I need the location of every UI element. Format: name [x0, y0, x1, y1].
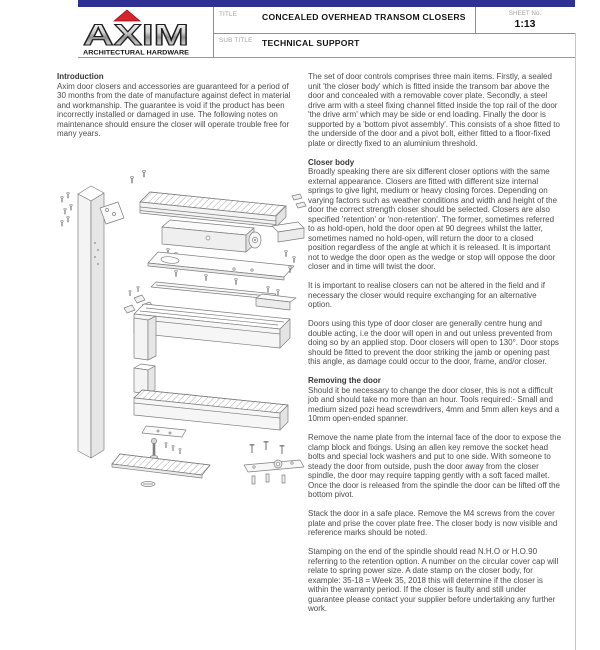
left-column [57, 72, 297, 148]
logo-brand-text: AXIM [83, 19, 189, 52]
header-divider-vertical-1 [213, 7, 214, 57]
paragraph-remove-nameplate: Remove the name plate from the internal face of the door to expose the clamp block and fixings. Using an allen key remove the socket head bolts and special lock washers and put to one side. With someone to steady the door from outside, push the door away from the closer spindle, the door may require tapping gently with a soft faced mallet. Once the door is released from the spindle the door can be lifted off the bottom pivot. [308, 433, 562, 499]
intro-heading: Introduction [57, 72, 104, 81]
document-subtitle: TECHNICAL SUPPORT [262, 38, 360, 48]
paragraph-tools-required: Should it be necessary to change the door closer, this is not a difficult job and should take no more than an hour. Tools required:- Small and medium sized pozi head screwdrivers, 4mm and 5mm allen keys and a 10mm open-ended spanner. [308, 385, 560, 423]
sheet-number-value: 1:13 [514, 18, 536, 30]
heading-removing-door: Removing the door [308, 376, 381, 385]
subtitle-label: SUB TITLE [219, 37, 253, 44]
paragraph-door-controls: The set of door controls comprises three main items. Firstly, a sealed unit 'the closer body' which is fitted inside the transom bar above the door and concealed with a removable cover plate. Secondly, a steel drive arm with a steel fixing channel fitted inside the top rail of the door 'the drive arm' which may be side or end loading. Finally the door is supported by a 'bottom pivot assembly'. This consists of a shoe fitted to the underside of the door and a pivot bolt, either fitted to a floor-fixed plate or directly fixed to an aluminium threshold. [308, 72, 560, 148]
paragraph-stack-door: Stack the door in a safe place. Remove the M4 screws from the cover plate and prise the cover plate free. The closer body is now visible and reference marks should be noted. [308, 509, 558, 537]
right-column [308, 72, 562, 623]
logo-tagline-text: ARCHITECTURAL HARDWARE [83, 49, 189, 56]
exploded-parts-diagram [46, 158, 308, 556]
header-divider-horizontal [213, 33, 575, 34]
axim-logo [80, 9, 192, 56]
header-bottom-rule [78, 57, 575, 58]
page-right-border [575, 33, 576, 650]
intro-paragraph: Axim door closers and accessories are guaranteed for a period of 30 months from the date of manufacture against defect in material and workmanship. The guarantee is void if the product has been incorrectly installed or damaged in use. The following notes on maintenance should ensure the closer will operate trouble free for many years. [57, 81, 291, 138]
sheet-number-label: SHEET No. [508, 10, 542, 17]
document-title: CONCEALED OVERHEAD TRANSOM CLOSERS [262, 12, 466, 22]
paragraph-centre-hung: Doors using this type of door closer are generally centre hung and double acting, i.e the door will open in and out unless prevented from doing so by an applied stop. Door closers will open to 130°. Door stops should be fitted to prevent the door striking the jamb or opening past this angle, as damage could occur to the door, frame, and/or closer. [308, 319, 559, 366]
heading-closer-body: Closer body [308, 157, 355, 167]
header-accent-bar [78, 0, 575, 7]
paragraph-closer-options: Broadly speaking there are six different closer options with the same external appearance. Closers are fitted with different size internal springs to give light, medium or heavy closing forces. Depending on varying factors such as weather conditions and width and height of the door the correct strength closer should be selected. Closers are also specified 'retention' or 'non-retention'. The former, sometimes referred to as hold-open, hold the door open at 90 degrees whilst the latter, sometimes named no hold-open, will return the door to a closed position regardless of the angle at which it is released. It is important not to wedge the door open as the wedge or stop will oppose the door closer and in time will twist the door. [308, 167, 558, 271]
paragraph-spindle-stamping: Stamping on the end of the spindle should read N.H.O or H.O.90 referring to the retention option. A number on the circular cover cap will relate to spring power size. A date stamp on the closer body, for example: 35-18 = Week 35, 2018 this will determine if the closer is within the warranty period. If the closer is faulty and still under guarantee please contact your supplier before undertaking any further work. [308, 547, 559, 613]
paragraph-field-alteration: It is important to realise closers can not be altered in the field and if necessary the closer would require exchanging for an alternative option. [308, 281, 546, 309]
title-label: TITLE [219, 11, 238, 18]
